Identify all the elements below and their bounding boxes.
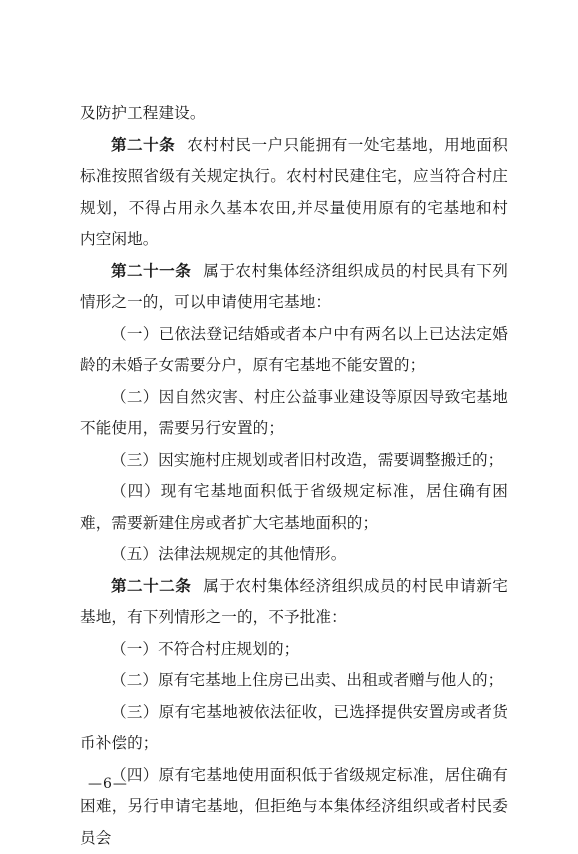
article-21 — [80, 256, 508, 319]
paragraph-text: （三）原有宅基地被依法征收，已选择提供安置房或者货币补偿的； — [80, 703, 508, 753]
paragraph-text: 属于农村集体经济组织成员的村民具有下列情形之一的，可以申请使用宅基地： — [80, 262, 508, 312]
paragraph-text: 及防护工程建设。 — [80, 104, 206, 122]
list-item — [80, 634, 508, 666]
list-item — [80, 445, 508, 477]
paragraph-text: （三）因实施村庄规划或者旧村改造，需要调整搬迁的； — [111, 451, 503, 469]
paragraph-text: （四）原有宅基地使用面积低于省级规定标准，居住确有困难，另行申请宅基地，但拒绝与本集体经济组织或者村民委员会 — [80, 766, 508, 847]
list-item — [80, 539, 508, 571]
list-item — [80, 760, 508, 854]
paragraph-text: 属于农村集体经济组织成员的村民申请新宅基地，有下列情形之一的，不予批准： — [80, 577, 508, 627]
article-20 — [80, 130, 508, 256]
page-number: —6— — [88, 776, 128, 792]
paragraph-text: （五）法律法规规定的其他情形。 — [111, 545, 346, 563]
document-body — [80, 98, 508, 854]
article-heading: 第二十条 — [111, 136, 175, 154]
list-item — [80, 476, 508, 539]
paragraph-text: （一）已依法登记结婚或者本户中有两名以上已达法定婚龄的未婚子女需要分户，原有宅基地不能安置的； — [80, 325, 508, 375]
article-heading: 第二十一条 — [111, 262, 191, 280]
paragraph-text: （四）现有宅基地面积低于省级规定标准，居住确有困难，需要新建住房或者扩大宅基地面积的； — [80, 482, 508, 532]
paragraph-text: （二）原有宅基地上住房已出卖、出租或者赠与他人的； — [111, 671, 503, 689]
article-22 — [80, 571, 508, 634]
list-item — [80, 665, 508, 697]
paragraph-text: 农村村民一户只能拥有一处宅基地，用地面积标准按照省级有关规定执行。农村村民建住宅，应当符合村庄规划，不得占用永久基本农田,并尽量使用原有的宅基地和村内空闲地。 — [80, 136, 508, 249]
paragraph-text: （一）不符合村庄规划的； — [111, 640, 299, 658]
list-item — [80, 382, 508, 445]
paragraph-text: （二）因自然灾害、村庄公益事业建设等原因导致宅基地不能使用，需要另行安置的； — [80, 388, 508, 438]
list-item — [80, 697, 508, 760]
article-heading: 第二十二条 — [111, 577, 191, 595]
paragraph-continuation — [80, 98, 508, 130]
list-item — [80, 319, 508, 382]
